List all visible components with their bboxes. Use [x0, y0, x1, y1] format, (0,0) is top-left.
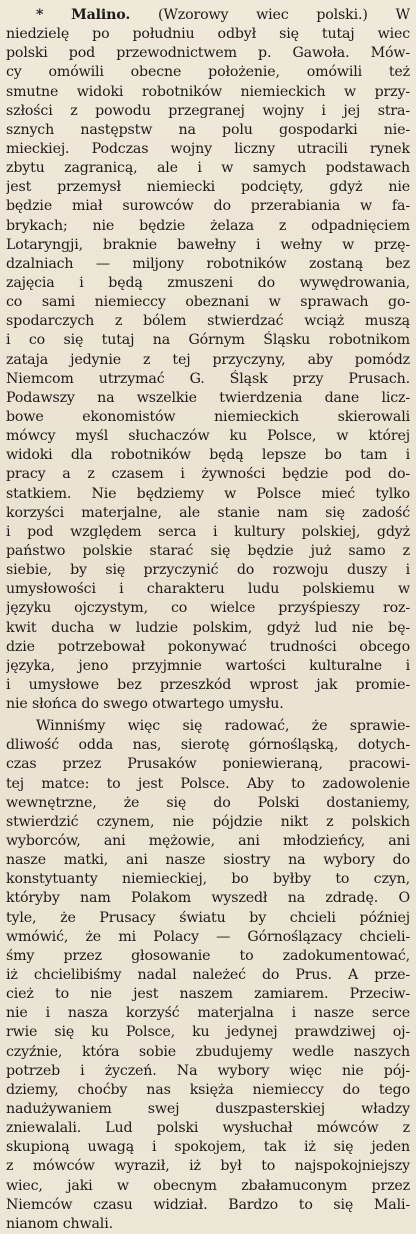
headline-line	[6, 6, 410, 25]
headline-asterisk: *	[36, 7, 44, 23]
paragraph1-line: niedzielę po południu odbył się tutaj wiec	[6, 26, 410, 43]
paragraph1-line: mówcy myśl słuchaczów ku Polsce, w której	[6, 428, 410, 445]
paragraph2-line: nie i nasza korzyść materjalna i nasze serce	[6, 1005, 410, 1022]
paragraph1-line: korzyści materjalne, ale stanie nam się zadość	[6, 504, 410, 521]
paragraph2-line: dliwość odda nas, sierotę górnośląską, dotych-	[6, 737, 410, 754]
paragraph2-line: iż chcielibiśmy nadal należeć do Prus. A prze-	[6, 967, 410, 984]
paragraph2-line: nianom chwali.	[6, 1215, 113, 1232]
paragraph2-line: skupioną uwagą i spokojem, tak iż się jeden	[6, 1139, 410, 1156]
paragraph1-line: cy omówili obecne położenie, omówili też	[6, 64, 410, 81]
paragraph2-line: wmówić, że mi Polacy — Górnoślązacy chcieli-	[6, 928, 410, 945]
paragraph2-line: czyźnie, która sobie zbudujemy wedle naszych	[6, 1043, 410, 1060]
paragraph1-line: co sami niemieccy obeznani w sprawach go-	[6, 294, 410, 311]
paragraph2-line: któryby nam Polakom wyszedł na zdradę. O	[6, 890, 410, 907]
paragraph1-line: języku ojczystym, co wielce przyśpieszy roz-	[6, 600, 410, 617]
paragraph1-line: polski pod przewodnictwem p. Gawoła. Mów-	[6, 45, 410, 62]
paragraph1-line: zataja jedynie z tej przyczyny, aby pomódz	[6, 351, 410, 368]
paragraph1-line: umysłowości i charakteru ludu polskiemu w	[6, 581, 410, 598]
paragraph1-line: brykach; nie będzie żelaza z odpadnięciem	[6, 217, 410, 234]
paragraph1-line: mieckiej. Podczas wojny liczny utracili rynek	[6, 140, 410, 157]
paragraph1-line: języka, jeno przyjmnie wartości kulturalne i	[6, 657, 410, 674]
paragraph1-line: widoki dla robotników będą lepsze bo tam i	[6, 447, 410, 464]
paragraph2-line: tyle, że Prusacy światu by chcieli później	[6, 909, 410, 926]
paragraph1-line: bowe ekonomistów niemieckich skierowali	[6, 408, 410, 425]
paragraph1-line: zbytu zagranicą, ale i w samych podstawach	[6, 160, 410, 177]
paragraph2-line: dziemy, choćby nas księża niemieccy do tego	[6, 1081, 410, 1098]
paragraph2-line: nadużywaniem swej duszpasterskiej władzy	[6, 1101, 410, 1118]
paragraph2-line: Niemców czasu widział. Bardzo to się Mali-	[6, 1196, 410, 1213]
paragraph1-line: będzie miał surowców do przerabiania w fa-	[6, 198, 410, 215]
paragraph2-line: stwierdzić czynem, nie pójdzie nikt z polskich	[6, 813, 410, 830]
article	[6, 6, 410, 1234]
paragraph2-line: wiec, jaki w obecnym zbałamuconym przez	[6, 1177, 410, 1194]
paragraph1-line: i co się tutaj na Górnym Śląsku robotnikom	[6, 332, 410, 349]
paragraph1-line: szłości z powodu przegranej wojny i jej stra-	[6, 102, 410, 119]
headline-place: Malino.	[71, 7, 131, 23]
paragraph-2	[6, 717, 410, 1234]
paragraph1-line: statkiem. Nie będziemy w Polsce mieć tylko	[6, 485, 410, 502]
paragraph-1	[6, 25, 410, 714]
paragraph2-line: potrzeb i życzeń. Na wybory więc nie pój-	[6, 1062, 410, 1079]
paragraph2-line: cież to nie jest naszem zamiarem. Przeciw-	[6, 986, 410, 1003]
paragraph2-line: Winniśmy więc się radować, że sprawie-	[36, 718, 410, 735]
paragraph1-line: sznych następstw na polu gospodarki nie-	[6, 121, 410, 138]
paragraph1-line: państwo polskie starać się będzie już samo z	[6, 542, 410, 559]
paragraph1-line: smutne widoki robotników niemieckich w przy-	[6, 83, 410, 100]
paragraph2-line: czas przez Prusaków poniewieraną, pracowi-	[6, 756, 410, 773]
paragraph2-line: śmy przez głosowanie to zadokumentować,	[6, 947, 410, 964]
paragraph1-line: dzie potrzebował pokonywać trudności obcego	[6, 638, 410, 655]
paragraph2-line: zniewalali. Lud polski wysłuchał mówców z	[6, 1120, 410, 1137]
paragraph1-line: kwit ducha w ludzie polskim, gdyż lud nie bę-	[6, 619, 410, 636]
paragraph1-line: dzalniach — miljony robotników zostaną bez	[6, 255, 410, 272]
paragraph2-line: nasze matki, ani nasze siostry na wybory do	[6, 852, 410, 869]
paragraph2-line: rwie się ku Polsce, ku jedynej prawdziwej oj-	[6, 1024, 410, 1041]
paragraph1-line: pracy a z czasem i żywności będzie pod do-	[6, 466, 410, 483]
paragraph1-line: Niemcom utrzymać G. Śląsk przy Prusach.	[6, 370, 410, 387]
paragraph2-line: wewnętrzne, że się do Polski dostaniemy,	[6, 794, 410, 811]
paragraph1-line: i pod względem serca i kultury polskiej, gdyż	[6, 523, 410, 540]
paragraph2-line: z mówców wyraził, iż był to najspokojniejszy	[6, 1158, 410, 1175]
paragraph2-line: tej matce: to jest Polsce. Aby to zadowolenie	[6, 775, 410, 792]
paragraph1-line: i umysłowe bez przeszkód wprost jak promie-	[6, 676, 410, 693]
paragraph1-line: Podawszy na wszelkie twierdzenia dane licz-	[6, 389, 410, 406]
headline-subtitle: (Wzorowy wiec polski.)	[157, 7, 368, 23]
paragraph1-line: siebie, by się przyczynić do rozwoju duszy i	[6, 562, 410, 579]
paragraph1-line: jest przemysł niemiecki podcięty, gdyż nie	[6, 179, 410, 196]
paragraph1-line: nie słońca do swego otwartego umysłu.	[6, 696, 284, 713]
paragraph1-line: spodarczych z bólem stwierdzać wciąż muszą	[6, 313, 410, 330]
paragraph-1-line-0: W	[395, 7, 410, 23]
paragraph1-line: Lotaryngji, braknie bawełny i wełny w przę-	[6, 236, 410, 253]
paragraph2-line: konstytuanty niemieckiej, bo byłby to czyn,	[6, 871, 410, 888]
paragraph1-line: zajęcia i będą zmuszeni do wywędrowania,	[6, 274, 410, 291]
paragraph2-line: wyborców, ani mężowie, ani młodzieńcy, ani	[6, 833, 410, 850]
